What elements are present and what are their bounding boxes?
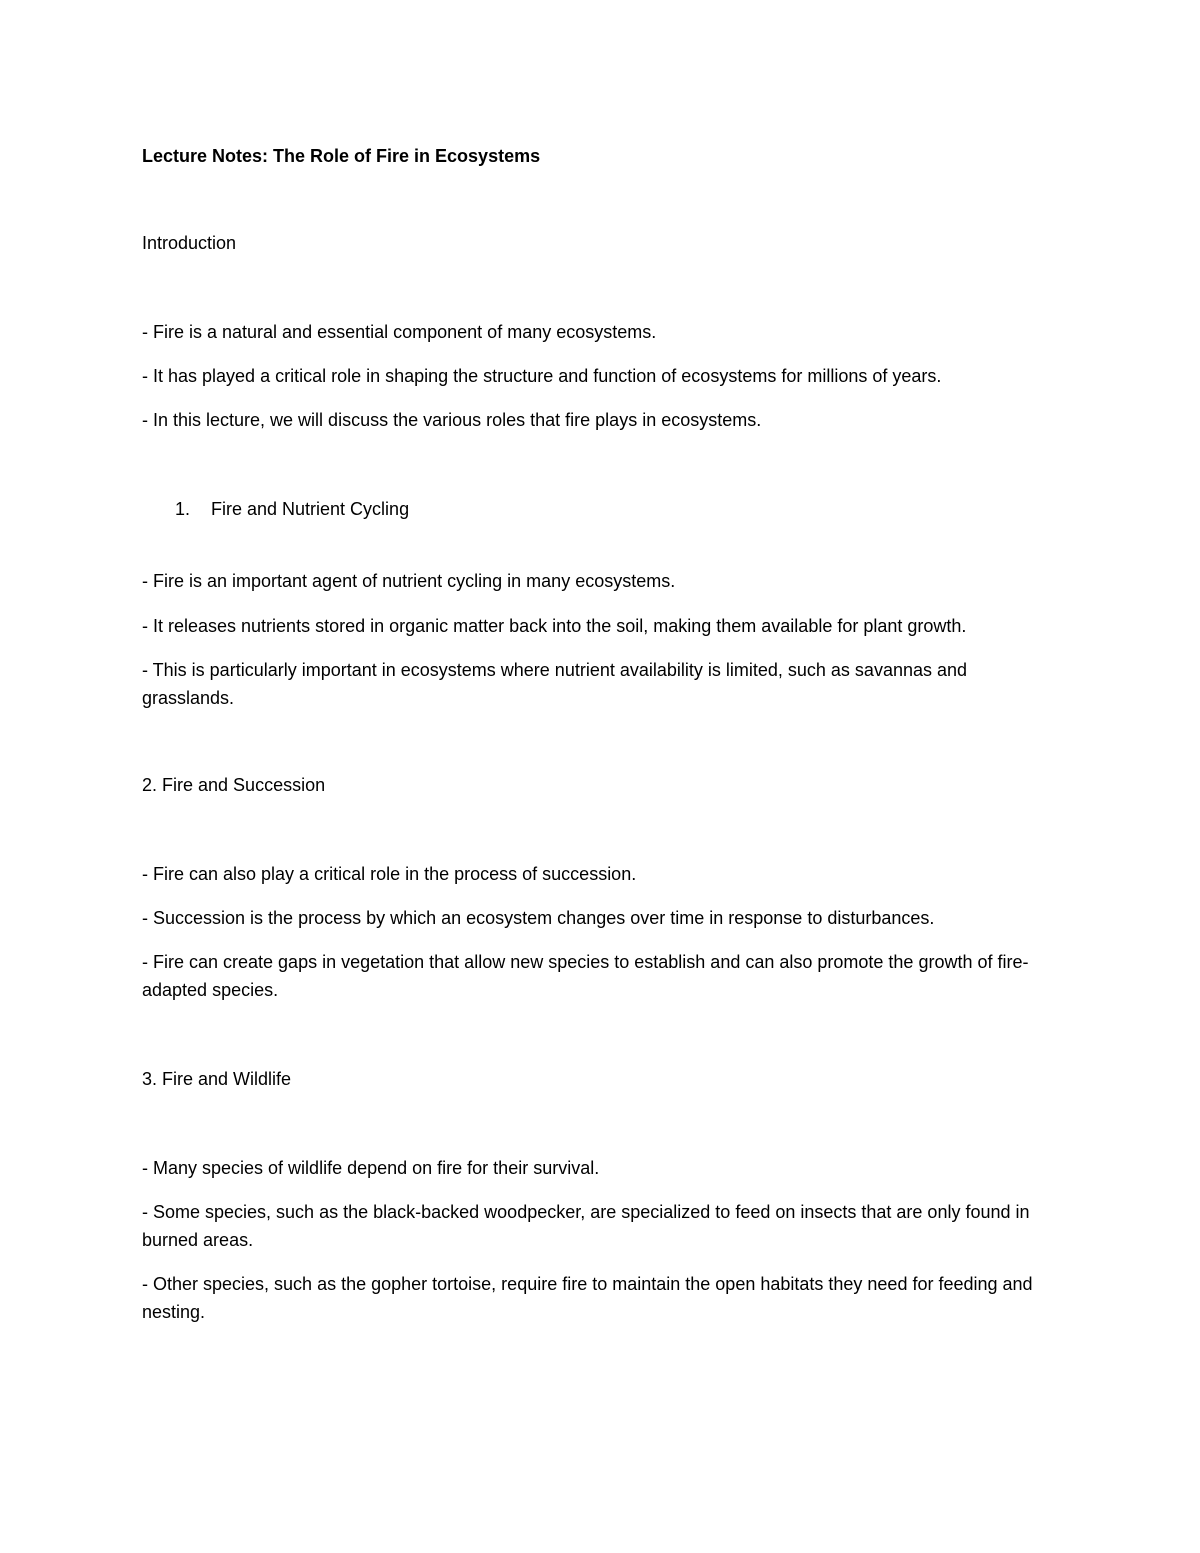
list-item: - Some species, such as the black-backed woodpecker, are specialized to feed on insects that are only found in burned areas.	[142, 1202, 1030, 1250]
document-title: Lecture Notes: The Role of Fire in Ecosystems	[142, 146, 541, 166]
section-number: 1.	[175, 499, 191, 519]
list-item: - Succession is the process by which an ecosystem changes over time in response to disturbances.	[142, 908, 935, 928]
list-item: - In this lecture, we will discuss the various roles that fire plays in ecosystems.	[142, 410, 762, 430]
list-item: - Fire is an important agent of nutrient cycling in many ecosystems.	[142, 571, 676, 591]
list-item: - It releases nutrients stored in organic matter back into the soil, making them available for plant growth.	[142, 616, 967, 636]
list-item: - Fire can create gaps in vegetation that allow new species to establish and can also promote the growth of fire-adapted species.	[142, 952, 1029, 1000]
list-item: - Other species, such as the gopher tortoise, require fire to maintain the open habitats they need for feeding and nesting.	[142, 1274, 1033, 1322]
section-heading-succession: 2. Fire and Succession	[142, 775, 326, 795]
list-item: - Fire is a natural and essential component of many ecosystems.	[142, 322, 657, 342]
list-item: - Many species of wildlife depend on fire for their survival.	[142, 1158, 600, 1178]
section-heading-nutrient-cycling	[175, 495, 1095, 523]
section-heading-label: Fire and Nutrient Cycling	[211, 499, 410, 519]
list-item: - Fire can also play a critical role in the process of succession.	[142, 864, 637, 884]
section-heading-wildlife: 3. Fire and Wildlife	[142, 1069, 292, 1089]
section-heading-introduction: Introduction	[142, 233, 237, 253]
list-item: - It has played a critical role in shaping the structure and function of ecosystems for millions of years.	[142, 366, 942, 386]
list-item: - This is particularly important in ecosystems where nutrient availability is limited, such as savannas and grasslands.	[142, 660, 968, 708]
